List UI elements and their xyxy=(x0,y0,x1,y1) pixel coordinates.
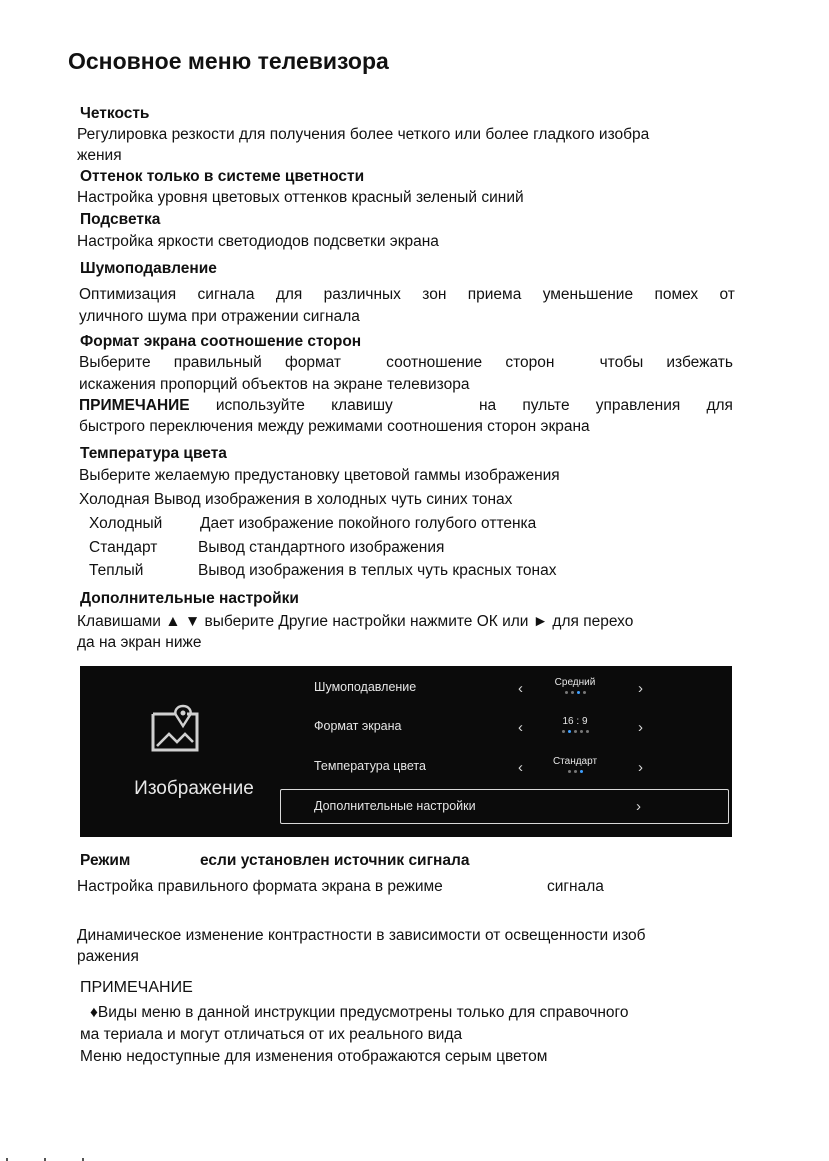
menu-row-color-temp-value: Стандарт xyxy=(552,756,598,767)
menu-row-aspect-dots xyxy=(540,730,610,733)
chevron-left-icon[interactable]: ‹ xyxy=(518,719,523,736)
note-line1: ♦Виды меню в данной инструкции предусмотрены только для справочного xyxy=(90,1004,629,1021)
word: уменьшение xyxy=(542,286,634,303)
backlight-heading: Подсветка xyxy=(80,211,161,228)
menu-row-noise-dots xyxy=(540,691,610,694)
word: для xyxy=(706,397,733,414)
pager-dot xyxy=(580,770,583,773)
word: чтобы xyxy=(599,354,644,371)
page-edge-marks xyxy=(0,1157,829,1161)
color-temp-item-name: Теплый xyxy=(89,562,144,579)
color-temp-item-desc: Дает изображение покойного голубого оттенка xyxy=(200,515,537,532)
note-line3: Меню недоступные для изменения отображаются серым цветом xyxy=(80,1048,548,1065)
word: на xyxy=(478,397,497,414)
mode-text-b: сигнала xyxy=(547,878,604,895)
color-temp-heading: Температура цвета xyxy=(80,445,227,462)
aspect-note-line1 xyxy=(79,397,733,415)
menu-row-noise-label[interactable]: Шумоподавление xyxy=(314,680,417,694)
pager-dot xyxy=(574,730,577,733)
color-temp-cold: Холодная Вывод изображения в холодных чуть синих тонах xyxy=(79,491,513,508)
chevron-right-icon[interactable]: › xyxy=(638,759,643,776)
chevron-left-icon[interactable]: ‹ xyxy=(518,680,523,697)
menu-row-aspect-label[interactable]: Формат экрана xyxy=(314,719,402,733)
word: Оптимизация xyxy=(79,286,177,303)
pager-dot xyxy=(565,691,568,694)
note-line2: ма териала и могут отличаться от их реального вида xyxy=(80,1026,463,1043)
dynamic-text-line2: ражения xyxy=(77,948,139,965)
sharpness-heading: Четкость xyxy=(80,105,150,122)
word: клавишу xyxy=(331,397,393,414)
pager-dot xyxy=(580,730,583,733)
pager-dot xyxy=(574,770,577,773)
pager-dot xyxy=(586,730,589,733)
word: избежать xyxy=(666,354,733,371)
sharpness-text-line1: Регулировка резкости для получения более четкого или более гладкого изобра xyxy=(77,126,650,143)
mode-text-a: Настройка правильного формата экрана в режиме xyxy=(77,878,443,895)
noise-text-line1 xyxy=(79,286,735,304)
word: для xyxy=(275,286,303,303)
word: управления xyxy=(595,397,681,414)
word: используйте xyxy=(215,397,305,414)
word: помех xyxy=(654,286,699,303)
word: приема xyxy=(467,286,522,303)
aspect-note-line2: быстрого переключения между режимами соотношения сторон экрана xyxy=(79,418,590,435)
noise-text-line2: уличного шума при отражении сигнала xyxy=(79,308,360,325)
word: Выберите xyxy=(79,354,151,371)
aspect-text-line2: искажения пропорций объектов на экране телевизора xyxy=(79,376,470,393)
chevron-right-icon[interactable]: › xyxy=(636,798,641,815)
color-temp-item-name: Стандарт xyxy=(89,539,158,556)
note-heading: ПРИМЕЧАНИЕ xyxy=(80,979,193,996)
tint-heading: Оттенок только в системе цветности xyxy=(80,168,365,185)
word: пульте xyxy=(522,397,570,414)
pager-dot xyxy=(568,730,571,733)
word: соотношение xyxy=(386,354,483,371)
noise-heading: Шумоподавление xyxy=(80,260,217,277)
dynamic-text-line1: Динамическое изменение контрастности в зависимости от освещенности изоб xyxy=(77,927,646,944)
advanced-text-line2: да на экран ниже xyxy=(77,634,202,651)
menu-row-color-temp-label[interactable]: Температура цвета xyxy=(314,759,426,773)
color-temp-item-name: Холодный xyxy=(89,515,163,532)
word: сторон xyxy=(505,354,555,371)
mode-heading-b: если установлен источник сигнала xyxy=(200,852,470,869)
tint-text: Настройка уровня цветовых оттенков красный зеленый синий xyxy=(77,189,524,206)
mode-heading-a: Режим xyxy=(80,852,131,869)
backlight-text: Настройка яркости светодиодов подсветки экрана xyxy=(77,233,439,250)
picture-icon xyxy=(147,704,203,754)
aspect-heading: Формат экрана соотношение сторон xyxy=(80,333,362,350)
sharpness-text-line2: жения xyxy=(77,147,122,164)
word: правильный xyxy=(173,354,262,371)
menu-row-noise-value: Средний xyxy=(554,677,596,688)
pager-dot xyxy=(562,730,565,733)
pager-dot xyxy=(571,691,574,694)
pager-dot xyxy=(577,691,580,694)
word: различных xyxy=(323,286,401,303)
pager-dot xyxy=(568,770,571,773)
color-temp-intro: Выберите желаемую предустановку цветовой гаммы изображения xyxy=(79,467,560,484)
menu-row-aspect-value: 16 : 9 xyxy=(562,716,588,727)
advanced-heading: Дополнительные настройки xyxy=(80,590,299,607)
chevron-right-icon[interactable]: › xyxy=(638,680,643,697)
word: от xyxy=(719,286,735,303)
advanced-text-line1: Клавишами ▲ ▼ выберите Другие настройки нажмите ОК или ► для перехо xyxy=(77,613,634,630)
aspect-text-line1 xyxy=(79,354,733,372)
chevron-left-icon[interactable]: ‹ xyxy=(518,759,523,776)
word: формат xyxy=(284,354,341,371)
note-label: ПРИМЕЧАНИЕ xyxy=(79,397,190,414)
tv-menu-screenshot xyxy=(80,666,732,837)
color-temp-item-desc: Вывод стандартного изображения xyxy=(198,539,445,556)
menu-row-color-temp-dots xyxy=(540,770,610,773)
chevron-right-icon[interactable]: › xyxy=(638,719,643,736)
pager-dot xyxy=(583,691,586,694)
page-title: Основное меню телевизора xyxy=(68,48,389,74)
menu-caption: Изображение xyxy=(134,778,254,799)
word: сигнала xyxy=(197,286,255,303)
word: зон xyxy=(422,286,447,303)
menu-row-advanced-label[interactable]: Дополнительные настройки xyxy=(314,799,476,813)
color-temp-item-desc: Вывод изображения в теплых чуть красных тонах xyxy=(198,562,557,579)
